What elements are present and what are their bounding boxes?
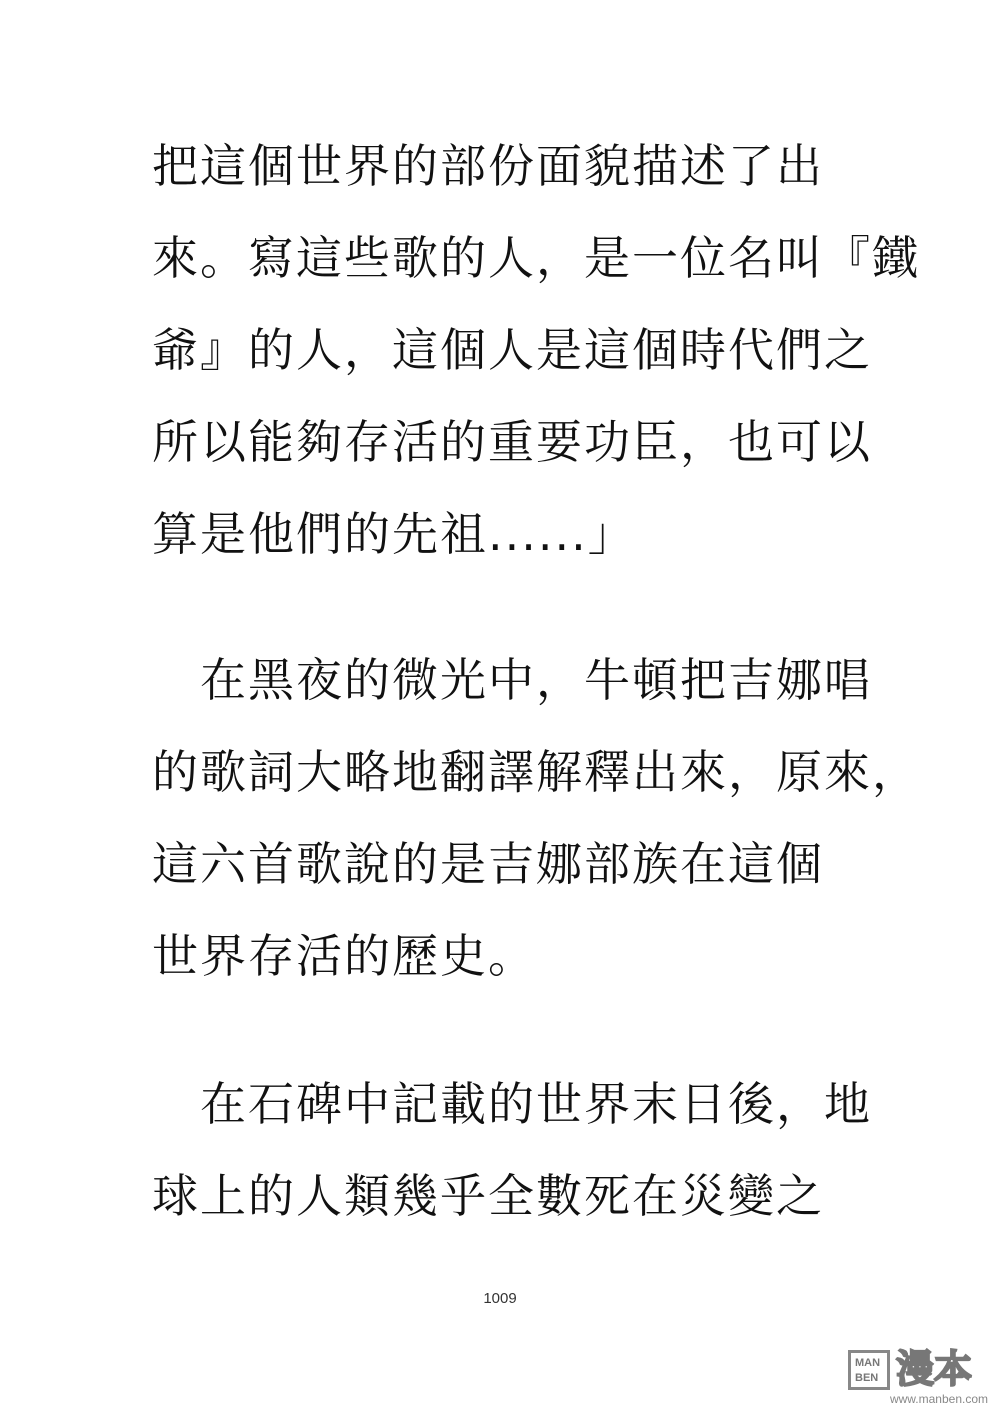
text-line-4: 所以能夠存活的重要功臣，也可以 <box>152 415 872 469</box>
text-line-8: 這六首歌說的是吉娜部族在這個 <box>152 837 824 891</box>
text-line-6: 在黑夜的微光中，牛頓把吉娜唱 <box>152 653 872 707</box>
text-line-11: 球上的人類幾乎全數死在災變之 <box>152 1169 824 1223</box>
watermark-title: 漫本 <box>896 1347 973 1391</box>
text-line-3: 爺』的人，這個人是這個時代們之 <box>152 323 872 377</box>
text-line-7: 的歌詞大略地翻譯解釋出來，原來， <box>152 745 920 799</box>
watermark <box>848 1346 988 1406</box>
text-line-1: 把這個世界的部份面貌描述了出 <box>152 139 824 193</box>
watermark-url: www.manben.com <box>889 1392 988 1406</box>
watermark-logo-bottom: BEN <box>855 1372 879 1384</box>
watermark-logo-icon <box>848 1350 890 1390</box>
text-line-5: 算是他們的先祖......」 <box>152 507 636 561</box>
page-number: 1009 <box>483 1290 517 1307</box>
text-line-2: 來。寫這些歌的人，是一位名叫『鐵 <box>152 231 920 285</box>
text-line-9: 世界存活的歷史。 <box>152 929 536 983</box>
watermark-logo-top: MAN <box>855 1357 881 1369</box>
text-line-10: 在石碑中記載的世界末日後，地 <box>152 1077 872 1131</box>
